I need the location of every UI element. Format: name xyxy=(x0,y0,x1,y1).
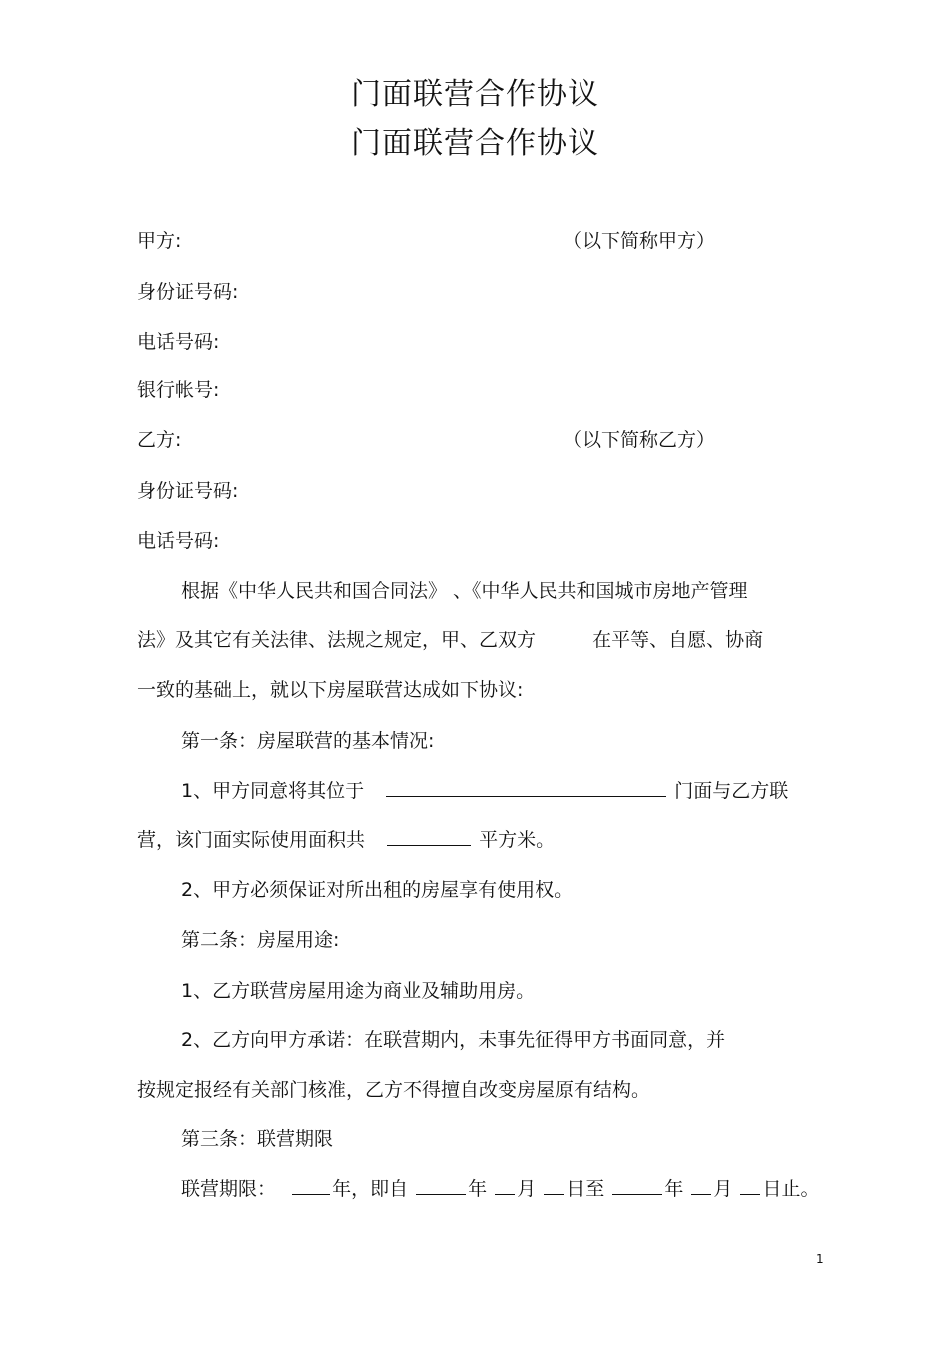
party-a-note: （以下简称甲方） xyxy=(563,230,716,252)
term-text-4: 日至 xyxy=(566,1178,605,1200)
term-label: 联营期限： xyxy=(181,1178,277,1200)
party-a-id-label: 身份证号码: xyxy=(137,281,239,303)
page-number: 1 xyxy=(816,1252,824,1266)
article-1-clause-1d: 平方米。 xyxy=(479,829,556,851)
article-1-clause-1c: 营，该门面实际使用面积共 xyxy=(137,829,366,851)
article-2-clause-1: 1、乙方联营房屋用途为商业及辅助用房。 xyxy=(181,980,536,1002)
article-2-heading: 第二条：房屋用途: xyxy=(181,929,340,951)
party-a-label: 甲方: xyxy=(137,230,182,252)
preamble-line-2a: 法》及其它有关法律、法规之规定，甲、乙双方 xyxy=(137,629,537,651)
article-1-clause-1-cont xyxy=(137,825,555,855)
article-1-clause-2: 2、甲方必须保证对所出租的房屋享有使用权。 xyxy=(181,879,574,901)
area-blank[interactable] xyxy=(387,826,471,846)
term-text-5: 年 xyxy=(664,1178,684,1200)
article-3-heading: 第三条：联营期限 xyxy=(181,1128,334,1150)
article-1-clause-1 xyxy=(181,776,788,806)
preamble-line-1: 根据《中华人民共和国合同法》 、《中华人民共和国城市房地产管理 xyxy=(181,580,748,602)
article-2-clause-2-cont: 按规定报经有关部门核准，乙方不得擅自改变房屋原有结构。 xyxy=(137,1079,651,1101)
start-year-blank[interactable] xyxy=(416,1175,466,1195)
article-1-clause-1b: 门面与乙方联 xyxy=(674,780,789,802)
preamble-line-2 xyxy=(137,625,763,655)
article-1-heading: 第一条：房屋联营的基本情况: xyxy=(181,730,435,752)
party-a-phone-label: 电话号码: xyxy=(137,331,220,353)
party-b-label: 乙方: xyxy=(137,429,182,451)
article-2-clause-2: 2、乙方向甲方承诺：在联营期内，未事先征得甲方书面同意，并 xyxy=(181,1029,726,1051)
article-1-clause-1a: 1、甲方同意将其位于 xyxy=(181,780,365,802)
term-text-6: 月 xyxy=(713,1178,733,1200)
term-text-7: 日止。 xyxy=(762,1178,820,1200)
end-year-blank[interactable] xyxy=(612,1175,662,1195)
document-title: 门面联营合作协议 xyxy=(351,77,599,112)
end-month-blank[interactable] xyxy=(691,1175,711,1195)
preamble-line-3: 一致的基础上，就以下房屋联营达成如下协议: xyxy=(137,679,524,701)
term-text-2: 年 xyxy=(468,1178,488,1200)
term-text-1: 年，即自 xyxy=(332,1178,409,1200)
term-years-blank[interactable] xyxy=(292,1175,330,1195)
term-text-3: 月 xyxy=(517,1178,537,1200)
term-line xyxy=(181,1174,819,1204)
party-b-id-label: 身份证号码: xyxy=(137,480,239,502)
party-b-note: （以下简称乙方） xyxy=(563,429,716,451)
document-title-repeat: 门面联营合作协议 xyxy=(351,126,599,161)
start-month-blank[interactable] xyxy=(495,1175,515,1195)
party-b-phone-label: 电话号码: xyxy=(137,530,220,552)
party-a-bank-label: 银行帐号: xyxy=(137,379,220,401)
location-blank[interactable] xyxy=(386,777,666,797)
end-day-blank[interactable] xyxy=(740,1175,760,1195)
start-day-blank[interactable] xyxy=(544,1175,564,1195)
preamble-line-2b: 在平等、自愿、协商 xyxy=(592,629,764,651)
